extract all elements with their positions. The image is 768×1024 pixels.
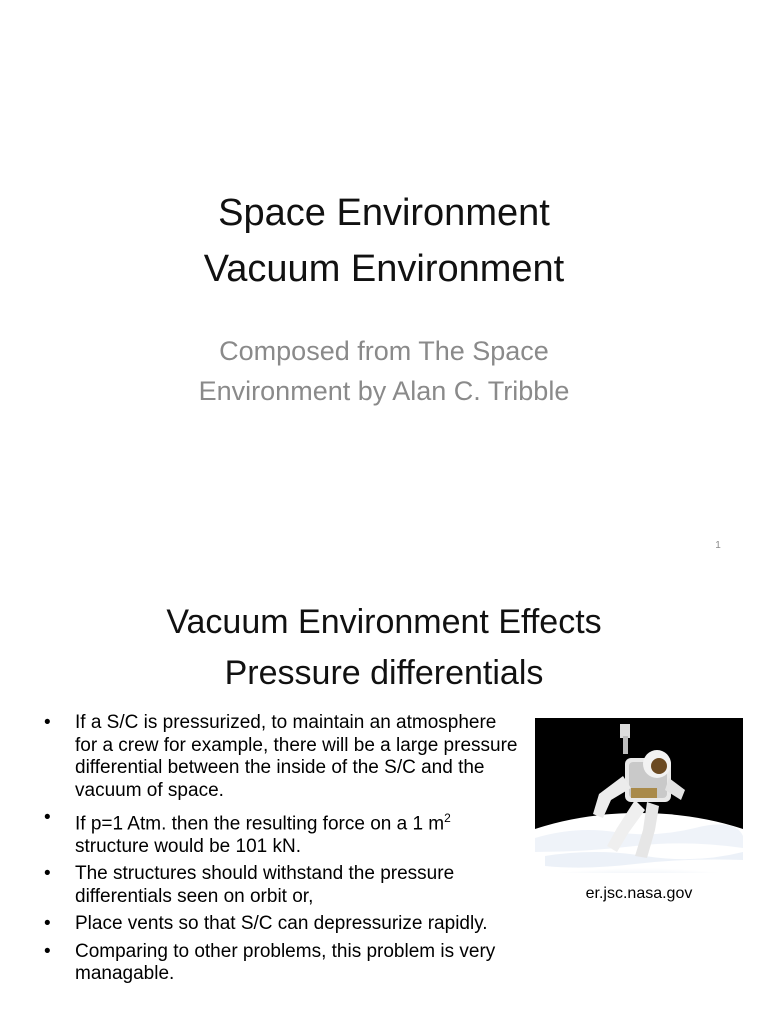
bullet-dot-icon: • bbox=[44, 712, 51, 733]
bullet-item bbox=[42, 863, 522, 908]
superscript: 2 bbox=[444, 811, 451, 825]
slide-title-line-2: Vacuum Environment bbox=[203, 248, 565, 290]
bullet-text: The structures should withstand the pressure differentials seen on orbit or, bbox=[75, 863, 455, 907]
bullet-item bbox=[42, 712, 522, 802]
slide-number: 1 bbox=[715, 540, 721, 551]
bullet-item bbox=[42, 941, 522, 986]
slide-subtitle-line-1: Composed from The Space bbox=[219, 336, 549, 366]
bullet-dot-icon: • bbox=[44, 940, 51, 962]
astronaut-photo bbox=[535, 718, 743, 873]
bullet-dot-icon: • bbox=[44, 913, 51, 935]
bullet-dot-icon: • bbox=[44, 807, 51, 828]
slide2-title-line-2: Pressure differentials bbox=[224, 654, 544, 692]
bullet-text: If p=1 Atm. then the resulting force on a 1 m bbox=[75, 813, 445, 835]
bullet-item bbox=[42, 807, 522, 858]
slide2-title-line-1: Vacuum Environment Effects bbox=[166, 603, 602, 641]
slide-subtitle-line-2: Environment by Alan C. Tribble bbox=[198, 376, 570, 406]
bullet-text: If a S/C is pressurized, to maintain an atmosphere for a crew for example, there will be a large pressure differential between the inside of the S/C and the vacuum of space. bbox=[75, 712, 518, 801]
slide-title-line-1: Space Environment bbox=[218, 192, 550, 234]
bullet-dot-icon: • bbox=[44, 863, 51, 885]
astronaut-image-icon bbox=[535, 718, 743, 873]
bullet-text: Place vents so that S/C can depressurize rapidly. bbox=[75, 913, 488, 935]
bullet-text: Comparing to other problems, this problem is very managable. bbox=[75, 940, 496, 985]
content-slide bbox=[0, 572, 768, 1024]
bullet-list bbox=[42, 712, 522, 991]
bullet-text-continuation: structure would be 101 kN. bbox=[75, 835, 302, 857]
bullet-item bbox=[42, 913, 522, 936]
image-caption: er.jsc.nasa.gov bbox=[585, 885, 693, 902]
